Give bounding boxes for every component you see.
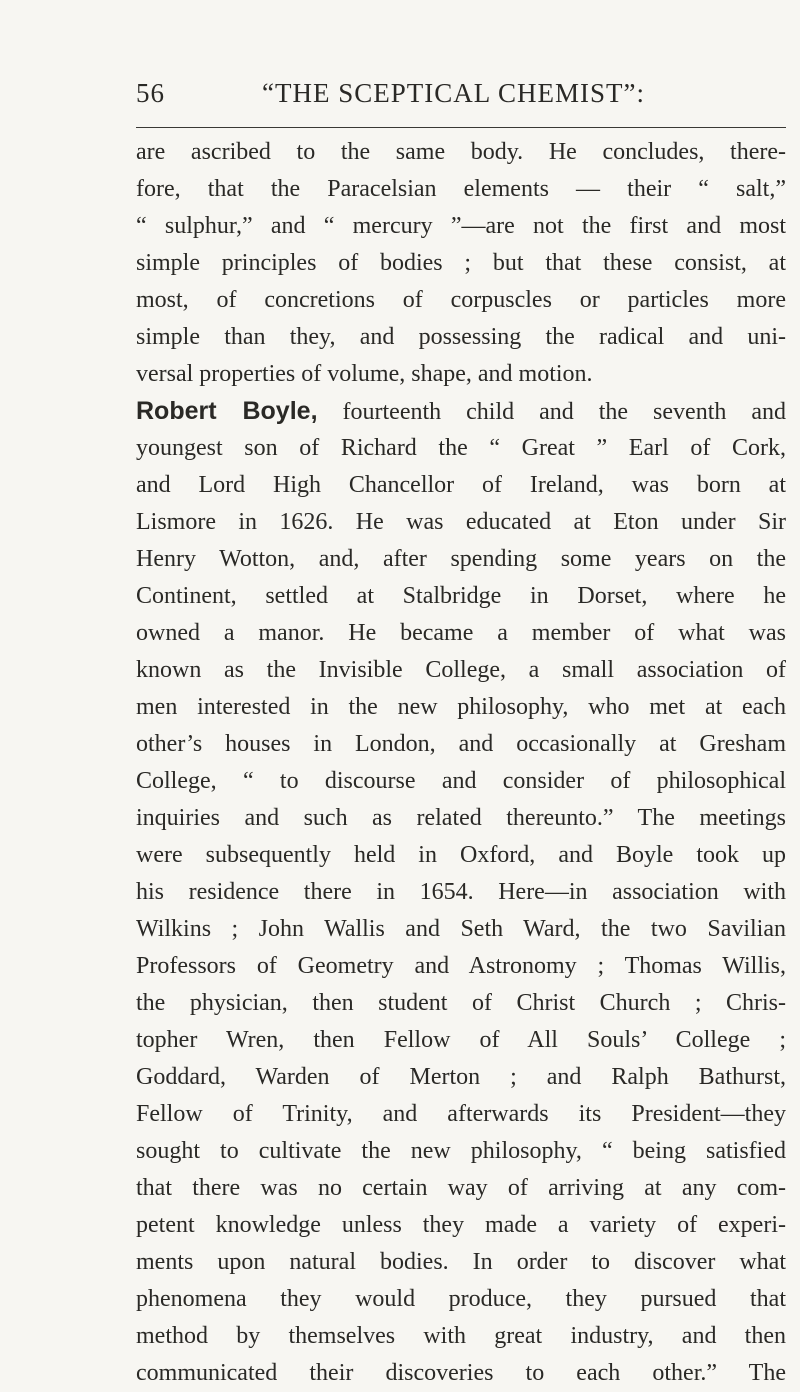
text-line: are ascribed to the same body. He concludes, there- xyxy=(136,139,786,165)
text-line: Wilkins ; John Wallis and Seth Ward, the two Savilian xyxy=(136,916,786,942)
text-line: the physician, then student of Christ Church ; Chris- xyxy=(136,990,786,1016)
text-line: his residence there in 1654. Here—in association with xyxy=(136,879,786,905)
text-line: “ sulphur,” and “ mercury ”—are not the first and most xyxy=(136,213,786,239)
text-line: and Lord High Chancellor of Ireland, was born at xyxy=(136,472,786,498)
text-line: Lismore in 1626. He was educated at Eton under Sir xyxy=(136,509,786,535)
text-line: inquiries and such as related thereunto.” The meetings xyxy=(136,805,786,831)
text-line: fore, that the Paracelsian elements — their “ salt,” xyxy=(136,176,786,202)
text-line: method by themselves with great industry, and then xyxy=(136,1323,786,1349)
running-head xyxy=(136,78,786,118)
text-line-with-run-in xyxy=(136,393,786,430)
text-line: College, “ to discourse and consider of philosophical xyxy=(136,768,786,794)
text-line: men interested in the new philosophy, who met at each xyxy=(136,694,786,720)
text-line: owned a manor. He became a member of what was xyxy=(136,620,786,646)
header-rule xyxy=(136,127,786,128)
text-line: Professors of Geometry and Astronomy ; Thomas Willis, xyxy=(136,953,786,979)
text-line: Henry Wotton, and, after spending some years on the xyxy=(136,546,786,572)
run-in-name: Robert Boyle, xyxy=(136,397,318,425)
text-line: topher Wren, then Fellow of All Souls’ College ; xyxy=(136,1027,786,1053)
text-line: other’s houses in London, and occasionally at Gresham xyxy=(136,731,786,757)
text-line: simple principles of bodies ; but that these consist, at xyxy=(136,250,786,276)
text-line: Goddard, Warden of Merton ; and Ralph Bathurst, xyxy=(136,1064,786,1090)
text-line: known as the Invisible College, a small association of xyxy=(136,657,786,683)
text-line: Continent, settled at Stalbridge in Dorset, where he xyxy=(136,583,786,609)
text-line: youngest son of Richard the “ Great ” Earl of Cork, xyxy=(136,435,786,461)
text-line: most, of concretions of corpuscles or particles more xyxy=(136,287,786,313)
text-line: petent knowledge unless they made a variety of experi- xyxy=(136,1212,786,1238)
page-number: 56 xyxy=(136,78,165,108)
text-line: that there was no certain way of arriving at any com- xyxy=(136,1175,786,1201)
body-text xyxy=(136,134,786,1392)
text-line: communicated their discoveries to each other.” The xyxy=(136,1360,786,1386)
text-line: ments upon natural bodies. In order to discover what xyxy=(136,1249,786,1275)
text-line-rest: fourteenth child and the seventh and xyxy=(342,399,786,425)
text-line: versal properties of volume, shape, and motion. xyxy=(136,361,593,387)
text-line: sought to cultivate the new philosophy, “ being satisfied xyxy=(136,1138,786,1164)
text-line: Fellow of Trinity, and afterwards its President—they xyxy=(136,1101,786,1127)
running-head-title: “THE SCEPTICAL CHEMIST”: xyxy=(262,78,645,108)
text-line: simple than they, and possessing the radical and uni- xyxy=(136,324,786,350)
text-line: phenomena they would produce, they pursued that xyxy=(136,1286,786,1312)
text-line: were subsequently held in Oxford, and Boyle took up xyxy=(136,842,786,868)
